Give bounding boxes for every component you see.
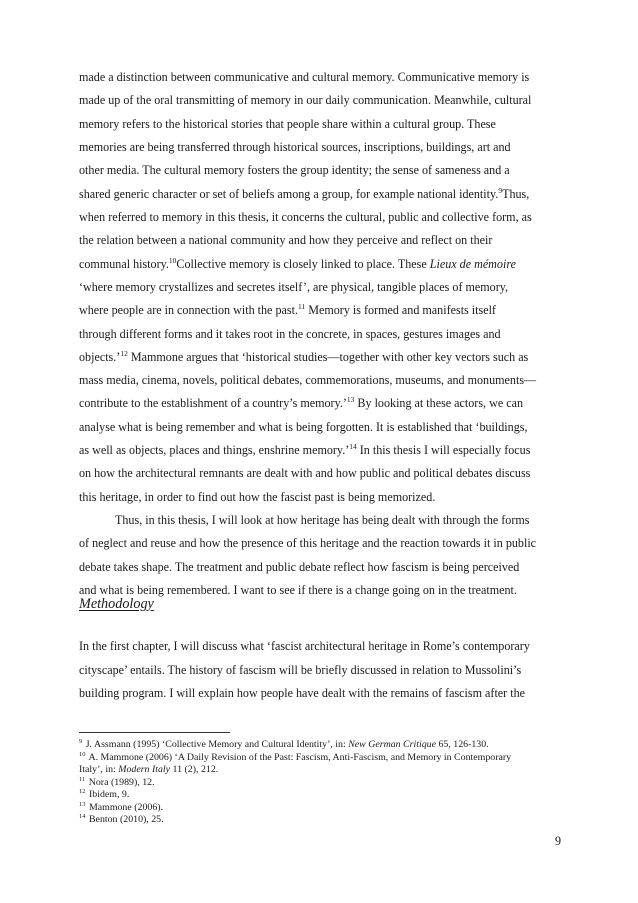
body-line: memory refers to the historical stories that people share within a cultural group. These	[79, 116, 496, 131]
footnote-reference: 11	[297, 302, 306, 312]
body-line: shared generic character or set of beliefs among a group, for example national identity.$^9$Thus,	[79, 185, 530, 201]
body-line: analyse what is being remember and what is being forgotten. It is established that ‘buildings,	[79, 419, 528, 434]
footnote: $^{12}$ Ibidem, 9.	[79, 788, 130, 800]
footnote: $^9$ J. Assmann (1995) ‘Collective Memory and Cultural Identity’, in: New German Critique 65, 126-130.	[79, 738, 489, 750]
body-line: ‘where memory crystallizes and secretes itself’, are physical, tangible places of memory,	[79, 279, 509, 294]
body-line: where people are in connection with the past.$^{11}$ Memory is formed and manifests itself	[79, 302, 496, 318]
footnote: $^{11}$ Nora (1989), 12.	[79, 775, 155, 788]
body-line: when referred to memory in this thesis, it concerns the cultural, public and collective form, as	[79, 209, 532, 224]
italic-text: New German Critique	[348, 739, 436, 750]
footnote-reference: 12	[120, 348, 128, 358]
body-line: other media. The cultural memory fosters the group identity; the sense of sameness and a	[79, 163, 510, 178]
methodology-line: cityscape’ entails. The history of fascism will be briefly discussed in relation to Mussolini’s	[79, 662, 522, 677]
footnote-reference: 13	[346, 395, 355, 405]
footnote-number: 11	[79, 775, 86, 783]
italic-text: Modern Italy	[118, 764, 171, 775]
page-number: 9	[555, 834, 562, 848]
footnote: Italy’, in: Modern Italy 11 (2), 212.	[79, 764, 219, 775]
body-line: as well as objects, places and things, enshrine memory.’$^{14}$ In this thesis I will especially focus	[79, 442, 531, 458]
methodology-line: building program. I will explain how people have dealt with the remains of fascism after the	[79, 686, 525, 700]
body-line: made a distinction between communicative and cultural memory. Communicative memory is	[79, 70, 530, 84]
footnote-reference: 9	[498, 185, 503, 195]
body-line: the relation between a national community and how they perceive and reflect on their	[79, 233, 493, 248]
footnote: $^{10}$ A. Mammone (2006) ‘A Daily Revision of the Past: Fascism, Anti-Fascism, and Memory in Contemporary	[79, 750, 512, 763]
body-line: contribute to the establishment of a country’s memory.’$^{13}$ By looking at these actors, we can	[79, 395, 523, 411]
body-line: debate takes shape. The treatment and public debate reflect how fascism is being perceived	[79, 559, 520, 574]
footnote-number: 9	[79, 738, 83, 745]
body-line: objects.’$^{12}$ Mammone argues that ‘historical studies—together with other key vectors such as	[79, 348, 529, 364]
body-line: Thus, in this thesis, I will look at how heritage has being dealt with through the forms	[115, 513, 530, 528]
body-line: of neglect and reuse and how the presence of this heritage and the reaction towards it in public	[79, 536, 537, 551]
footnote-number: 14	[79, 813, 86, 820]
footnote-number: 13	[79, 800, 86, 808]
body-line: mass media, cinema, novels, political debates, commemorations, museums, and monuments—	[79, 373, 537, 388]
footnote: $^{14}$ Benton (2010), 25.	[79, 813, 164, 825]
footnote-number: 12	[79, 788, 86, 795]
body-line: this heritage, in order to find out how the fascist past is being memorized.	[79, 489, 436, 504]
body-line: communal history.$^{10}$Collective memory is closely linked to place. These Lieux de mémoire	[79, 255, 516, 271]
body-line: and what is being remembered. I want to see if there is a change going on in the treatment.	[79, 583, 517, 598]
footnote-separator	[79, 732, 230, 733]
footnote-reference: 10	[168, 255, 177, 265]
body-line: on how the architectural remnants are dealt with and how public and political debates discuss	[79, 466, 531, 481]
italic-text: Lieux de mémoire	[429, 256, 516, 271]
section-heading-methodology: Methodology	[79, 596, 154, 612]
methodology-line: In the first chapter, I will discuss what ‘fascist architectural heritage in Rome’s contemporary	[79, 639, 530, 653]
body-line: through different forms and it takes root in the concrete, in spaces, gestures images and	[79, 326, 501, 341]
footnote: $^{13}$ Mammone (2006).	[79, 800, 164, 813]
footnote-reference: 14	[349, 442, 357, 452]
body-line: memories are being transferred through historical sources, inscriptions, buildings, art and	[79, 139, 511, 154]
body-line: made up of the oral transmitting of memory in our daily communication. Meanwhile, cultural	[79, 93, 532, 108]
footnote-number: 10	[79, 750, 86, 758]
